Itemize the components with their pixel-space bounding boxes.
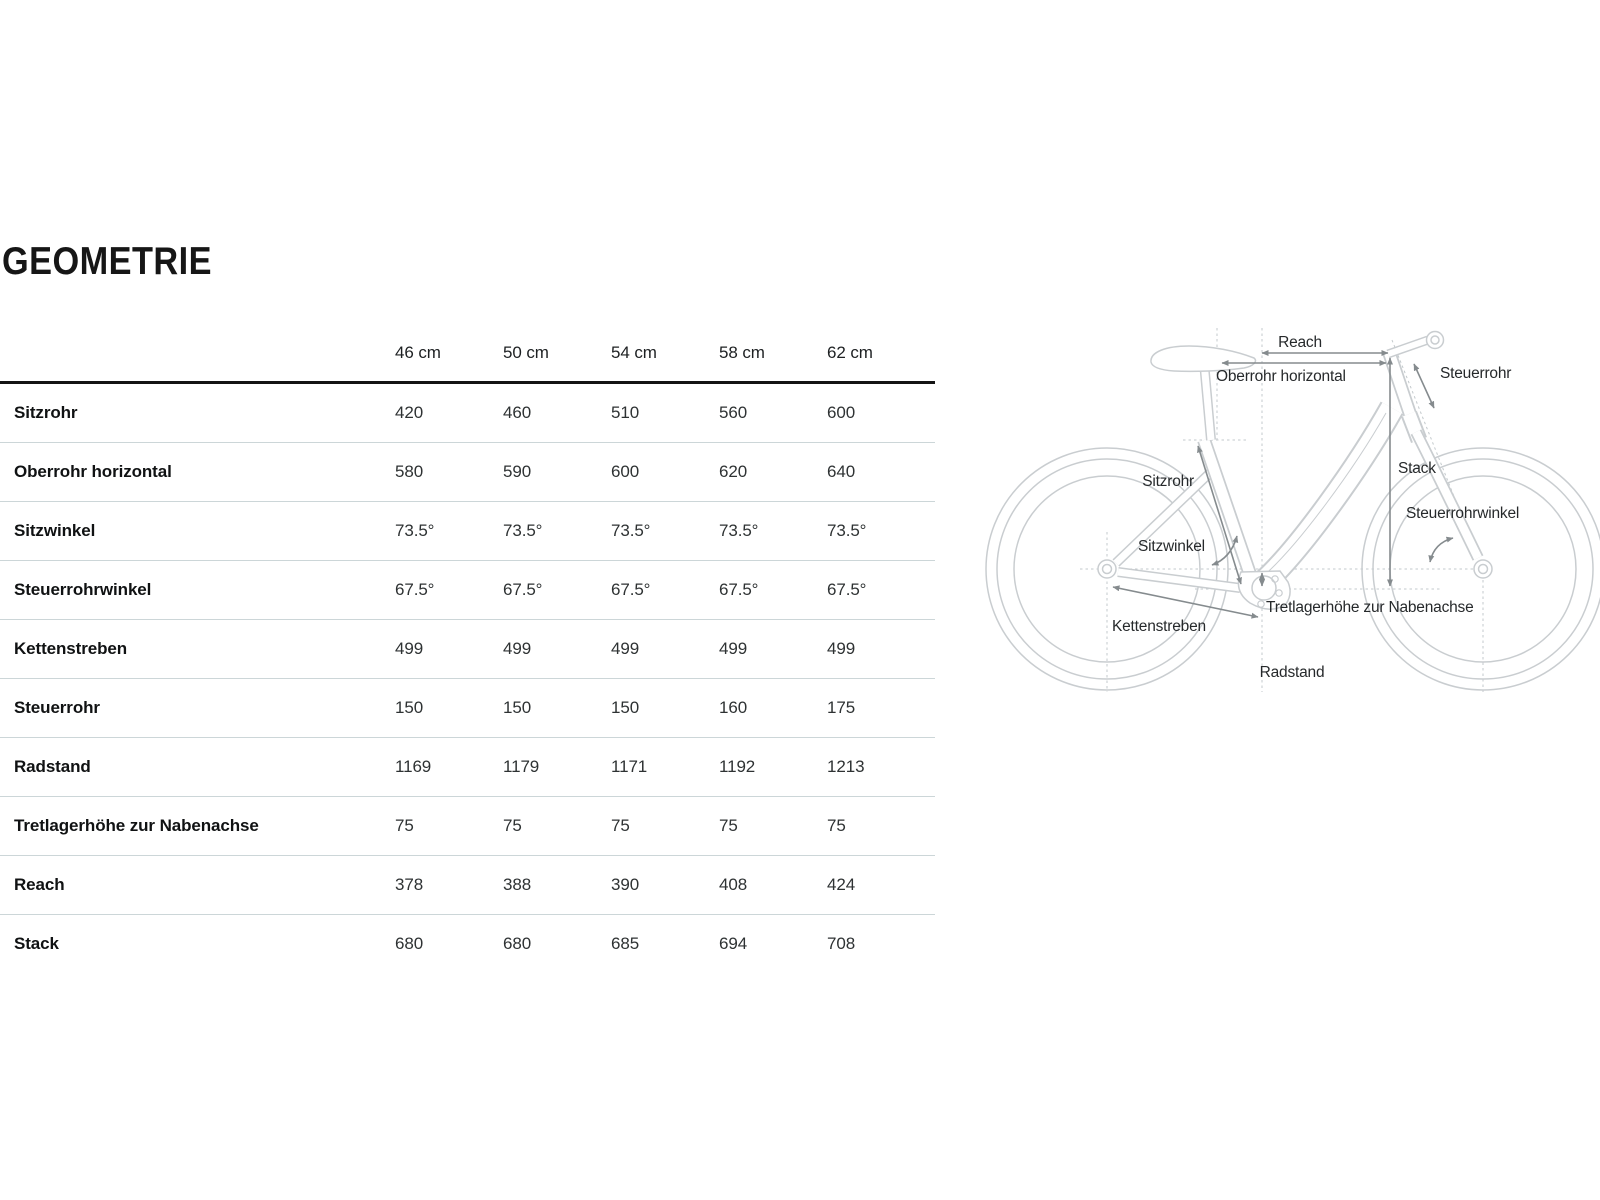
value-cell: 694 <box>719 934 748 953</box>
value-cell: 499 <box>395 639 424 658</box>
steuerrohr-label: Steuerrohr <box>1440 365 1512 382</box>
value-cell: 388 <box>503 875 532 894</box>
value-cell: 378 <box>395 875 424 894</box>
value-cell: 499 <box>503 639 532 658</box>
value-cell: 67.5° <box>719 580 759 599</box>
value-cell: 150 <box>395 698 424 717</box>
value-cell: 67.5° <box>503 580 543 599</box>
oberrohr-label: Oberrohr horizontal <box>1216 368 1346 385</box>
value-cell: 685 <box>611 934 640 953</box>
value-cell: 75 <box>719 816 738 835</box>
table-row <box>0 856 935 915</box>
radstand-label: Radstand <box>1259 664 1325 681</box>
value-cell: 640 <box>827 462 856 481</box>
value-cell: 67.5° <box>611 580 651 599</box>
steuerrohrwinkel-arc <box>1430 538 1453 562</box>
table-row <box>0 502 935 561</box>
value-cell: 75 <box>503 816 522 835</box>
value-cell: 600 <box>611 462 640 481</box>
tretlagerhoehe-label: Tretlagerhöhe zur Nabenachse <box>1266 599 1474 616</box>
sitzwinkel-label: Sitzwinkel <box>1138 538 1205 555</box>
value-cell: 160 <box>719 698 748 717</box>
row-label: Kettenstreben <box>14 639 128 658</box>
value-cell: 150 <box>611 698 640 717</box>
reach-label: Reach <box>1278 334 1322 351</box>
table-header-row <box>0 325 935 384</box>
value-cell: 580 <box>395 462 424 481</box>
value-cell: 590 <box>503 462 532 481</box>
value-cell: 499 <box>719 639 748 658</box>
value-cell: 73.5° <box>719 521 759 540</box>
bike-diagram-svg <box>940 300 1600 710</box>
row-label: Tretlagerhöhe zur Nabenachse <box>14 816 259 835</box>
geometry-table <box>0 325 935 973</box>
value-cell: 680 <box>503 934 532 953</box>
table-row <box>0 797 935 856</box>
value-cell: 73.5° <box>503 521 543 540</box>
row-label: Steuerrohrwinkel <box>14 580 152 599</box>
row-label: Radstand <box>14 757 91 776</box>
value-cell: 1213 <box>827 757 865 776</box>
row-label: Oberrohr horizontal <box>14 462 172 481</box>
table-row <box>0 915 935 973</box>
value-cell: 67.5° <box>827 580 867 599</box>
row-label: Sitzwinkel <box>14 521 96 540</box>
value-cell: 510 <box>611 403 640 422</box>
value-cell: 424 <box>827 875 856 894</box>
value-cell: 75 <box>611 816 630 835</box>
value-cell: 1171 <box>611 757 648 776</box>
stack-label: Stack <box>1398 460 1436 477</box>
table-row <box>0 443 935 502</box>
value-cell: 600 <box>827 403 856 422</box>
size-column-header: 46 cm <box>395 343 441 362</box>
steuerrohr-arrow <box>1414 364 1434 408</box>
value-cell: 680 <box>395 934 424 953</box>
size-column-header: 50 cm <box>503 343 549 362</box>
value-cell: 175 <box>827 698 856 717</box>
value-cell: 420 <box>395 403 424 422</box>
steuerrohrwinkel-label: Steuerrohrwinkel <box>1406 505 1520 522</box>
row-label: Reach <box>14 875 65 894</box>
row-label: Stack <box>14 934 59 953</box>
size-column-header: 54 cm <box>611 343 657 362</box>
table-row <box>0 738 935 797</box>
value-cell: 1169 <box>395 757 432 776</box>
value-cell: 620 <box>719 462 748 481</box>
value-cell: 73.5° <box>611 521 651 540</box>
value-cell: 499 <box>827 639 856 658</box>
value-cell: 390 <box>611 875 640 894</box>
table-row <box>0 384 935 443</box>
table-row <box>0 561 935 620</box>
table-body <box>0 384 935 973</box>
bike-geometry-diagram <box>940 300 1600 710</box>
kettenstreben-label: Kettenstreben <box>1112 618 1206 635</box>
value-cell: 1192 <box>719 757 756 776</box>
value-cell: 1179 <box>503 757 540 776</box>
value-cell: 708 <box>827 934 856 953</box>
value-cell: 499 <box>611 639 640 658</box>
value-cell: 460 <box>503 403 532 422</box>
size-column-header: 62 cm <box>827 343 873 362</box>
value-cell: 75 <box>827 816 846 835</box>
value-cell: 560 <box>719 403 748 422</box>
value-cell: 67.5° <box>395 580 435 599</box>
value-cell: 150 <box>503 698 532 717</box>
value-cell: 73.5° <box>395 521 435 540</box>
table-row <box>0 620 935 679</box>
row-label: Steuerrohr <box>14 698 100 717</box>
value-cell: 73.5° <box>827 521 867 540</box>
page-title: GEOMETRIE <box>2 240 212 283</box>
row-label: Sitzrohr <box>14 403 78 422</box>
size-column-header: 58 cm <box>719 343 765 362</box>
value-cell: 75 <box>395 816 414 835</box>
sitzrohr-label: Sitzrohr <box>1142 473 1194 490</box>
value-cell: 408 <box>719 875 748 894</box>
table-row <box>0 679 935 738</box>
